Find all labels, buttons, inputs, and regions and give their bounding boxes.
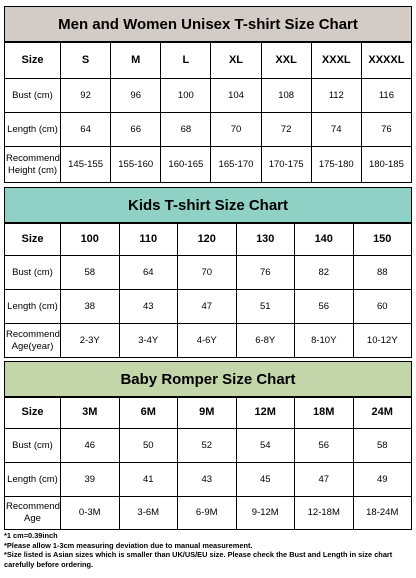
size-header-cell: 9M	[178, 398, 237, 429]
value-cell: 4-6Y	[178, 324, 237, 358]
value-cell: 108	[261, 79, 311, 113]
value-cell: 145-155	[61, 147, 111, 183]
value-cell: 74	[311, 113, 361, 147]
adult-size-table	[4, 42, 412, 183]
size-header-cell: 150	[353, 224, 412, 256]
size-label-cell: Size	[5, 224, 61, 256]
adult-bust-row	[5, 79, 412, 113]
size-header-cell: XL	[211, 43, 261, 79]
value-cell: 49	[353, 463, 412, 497]
size-header-cell: 100	[61, 224, 120, 256]
value-cell: 88	[353, 256, 412, 290]
value-cell: 56	[295, 429, 354, 463]
value-cell: 39	[61, 463, 120, 497]
baby-chart-title: Baby Romper Size Chart	[4, 361, 412, 397]
size-header-cell: XXL	[261, 43, 311, 79]
value-cell: 54	[236, 429, 295, 463]
value-cell: 0-3M	[61, 497, 120, 530]
value-cell: 68	[161, 113, 211, 147]
value-cell: 70	[178, 256, 237, 290]
size-header-cell: XXXXL	[361, 43, 411, 79]
kids-size-table	[4, 223, 412, 358]
value-cell: 112	[311, 79, 361, 113]
value-cell: 76	[361, 113, 411, 147]
value-cell: 82	[295, 256, 354, 290]
note-conversion: *1 cm=0.39inch	[4, 531, 58, 540]
size-header-cell: 130	[236, 224, 295, 256]
adult-size-chart	[4, 6, 412, 183]
value-cell: 43	[178, 463, 237, 497]
row-label-cell: Bust (cm)	[5, 429, 61, 463]
size-notes	[4, 531, 412, 570]
value-cell: 9-12M	[236, 497, 295, 530]
size-label-cell: Size	[5, 43, 61, 79]
value-cell: 64	[61, 113, 111, 147]
baby-size-table	[4, 397, 412, 530]
adult-length-row	[5, 113, 412, 147]
baby-length-row	[5, 463, 412, 497]
kids-length-row	[5, 290, 412, 324]
value-cell: 72	[261, 113, 311, 147]
value-cell: 165-170	[211, 147, 261, 183]
kids-recommend-row	[5, 324, 412, 358]
value-cell: 45	[236, 463, 295, 497]
size-label-cell: Size	[5, 398, 61, 429]
adult-chart-title: Men and Women Unisex T-shirt Size Chart	[4, 6, 412, 42]
value-cell: 92	[61, 79, 111, 113]
value-cell: 52	[178, 429, 237, 463]
value-cell: 76	[236, 256, 295, 290]
baby-header-row	[5, 398, 412, 429]
value-cell: 41	[119, 463, 178, 497]
value-cell: 3-4Y	[119, 324, 178, 358]
baby-recommend-row	[5, 497, 412, 530]
value-cell: 180-185	[361, 147, 411, 183]
row-label-cell: Length (cm)	[5, 113, 61, 147]
row-label-cell: Bust (cm)	[5, 256, 61, 290]
value-cell: 8-10Y	[295, 324, 354, 358]
size-header-cell: M	[111, 43, 161, 79]
value-cell: 2-3Y	[61, 324, 120, 358]
size-header-cell: 120	[178, 224, 237, 256]
size-header-cell: 12M	[236, 398, 295, 429]
value-cell: 3-6M	[119, 497, 178, 530]
value-cell: 12-18M	[295, 497, 354, 530]
kids-chart-title: Kids T-shirt Size Chart	[4, 187, 412, 223]
size-header-cell: 24M	[353, 398, 412, 429]
value-cell: 46	[61, 429, 120, 463]
size-header-cell: XXXL	[311, 43, 361, 79]
baby-bust-row	[5, 429, 412, 463]
value-cell: 160-165	[161, 147, 211, 183]
value-cell: 50	[119, 429, 178, 463]
value-cell: 6-8Y	[236, 324, 295, 358]
value-cell: 100	[161, 79, 211, 113]
value-cell: 104	[211, 79, 261, 113]
value-cell: 96	[111, 79, 161, 113]
value-cell: 38	[61, 290, 120, 324]
value-cell: 66	[111, 113, 161, 147]
note-asian-sizes: *Size listed is Asian sizes which is smaller than UK/US/EU size. Please check the Bust and Length in size chart carefully before ordering.	[4, 550, 393, 569]
value-cell: 170-175	[261, 147, 311, 183]
value-cell: 51	[236, 290, 295, 324]
row-label-cell: Recommend Age	[5, 497, 61, 530]
size-header-cell: 18M	[295, 398, 354, 429]
value-cell: 58	[61, 256, 120, 290]
kids-header-row	[5, 224, 412, 256]
value-cell: 6-9M	[178, 497, 237, 530]
value-cell: 64	[119, 256, 178, 290]
kids-size-chart	[4, 187, 412, 358]
value-cell: 60	[353, 290, 412, 324]
size-header-cell: 140	[295, 224, 354, 256]
value-cell: 155-160	[111, 147, 161, 183]
row-label-cell: Recommend Age(year)	[5, 324, 61, 358]
value-cell: 18-24M	[353, 497, 412, 530]
row-label-cell: Length (cm)	[5, 290, 61, 324]
size-header-cell: S	[61, 43, 111, 79]
adult-header-row	[5, 43, 412, 79]
value-cell: 47	[178, 290, 237, 324]
value-cell: 116	[361, 79, 411, 113]
value-cell: 56	[295, 290, 354, 324]
row-label-cell: Length (cm)	[5, 463, 61, 497]
kids-bust-row	[5, 256, 412, 290]
size-header-cell: 110	[119, 224, 178, 256]
adult-recommend-row	[5, 147, 412, 183]
size-header-cell: 6M	[119, 398, 178, 429]
value-cell: 175-180	[311, 147, 361, 183]
note-deviation: *Please allow 1-3cm measuring deviation due to manual measurement.	[4, 540, 253, 550]
value-cell: 43	[119, 290, 178, 324]
baby-size-chart	[4, 361, 412, 530]
row-label-cell: Recommend Height (cm)	[5, 147, 61, 183]
size-header-cell: 3M	[61, 398, 120, 429]
value-cell: 58	[353, 429, 412, 463]
value-cell: 47	[295, 463, 354, 497]
value-cell: 10-12Y	[353, 324, 412, 358]
value-cell: 70	[211, 113, 261, 147]
row-label-cell: Bust (cm)	[5, 79, 61, 113]
size-header-cell: L	[161, 43, 211, 79]
